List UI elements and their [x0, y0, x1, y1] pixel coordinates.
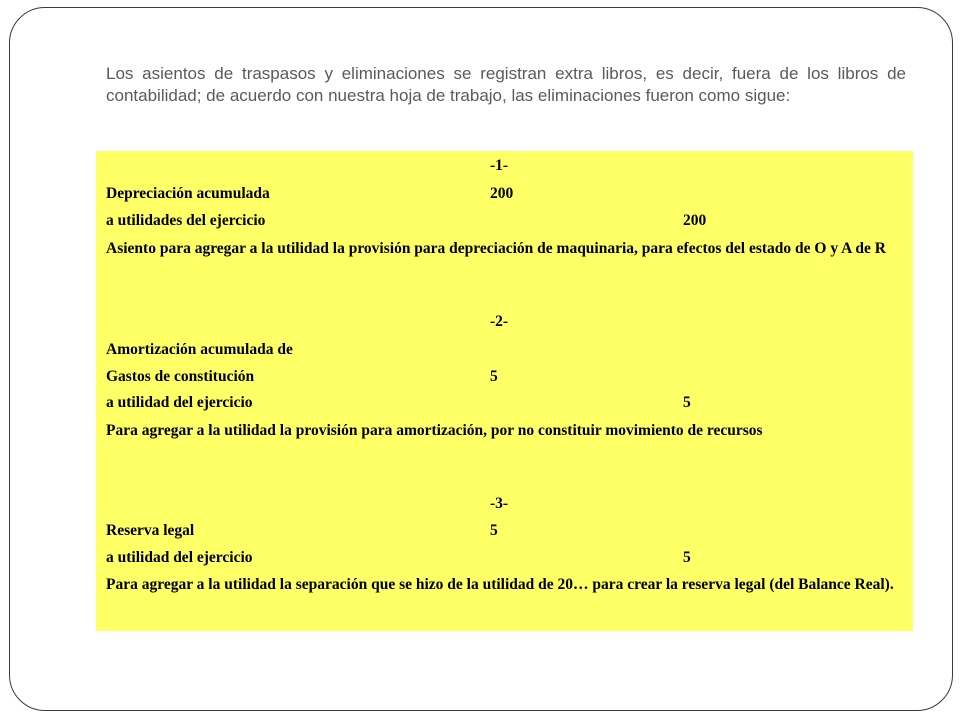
entry-2-line-1-account: Amortización acumulada de	[106, 341, 293, 358]
entry-1-line-2-account: a utilidades del ejercicio	[106, 212, 266, 229]
entry-1-description: Asiento para agregar a la utilidad la provisión para depreciación de maquinaria, para efectos del estado de O y A de R	[106, 240, 886, 257]
entry-1-line-1-account: Depreciación acumulada	[106, 185, 270, 202]
entry-1-number: -1-	[490, 157, 509, 174]
entry-3-line-2-account: a utilidad del ejercicio	[106, 549, 253, 566]
entry-3-line-2-credit: 5	[683, 549, 691, 566]
entry-2-line-2-debit: 5	[490, 368, 498, 385]
entry-3-line-1-debit: 5	[490, 522, 498, 539]
entry-2-line-3-account: a utilidad del ejercicio	[106, 394, 253, 411]
entry-3-line-1-account: Reserva legal	[106, 522, 195, 539]
entry-2-line-2-account: Gastos de constitución	[106, 368, 255, 385]
entry-3-number: -3-	[490, 495, 509, 512]
intro-paragraph: Los asientos de traspasos y eliminaciones se registran extra libros, es decir, fuera de los libros de contabilidad; de acuerdo con nuestra hoja de trabajo, las eliminaciones fueron como sigue:	[106, 64, 906, 105]
entry-2-description: Para agregar a la utilidad la provisión para amortización, por no constituir movimiento de recursos	[106, 422, 763, 439]
entry-2-line-3-credit: 5	[683, 394, 691, 411]
entry-3-description: Para agregar a la utilidad la separación que se hizo de la utilidad de 20… para crear la reserva legal (del Balance Real).	[106, 576, 894, 593]
entry-1-line-1-debit: 200	[490, 185, 514, 202]
entry-2-number: -2-	[490, 313, 509, 330]
entry-1-line-2-credit: 200	[683, 212, 707, 229]
